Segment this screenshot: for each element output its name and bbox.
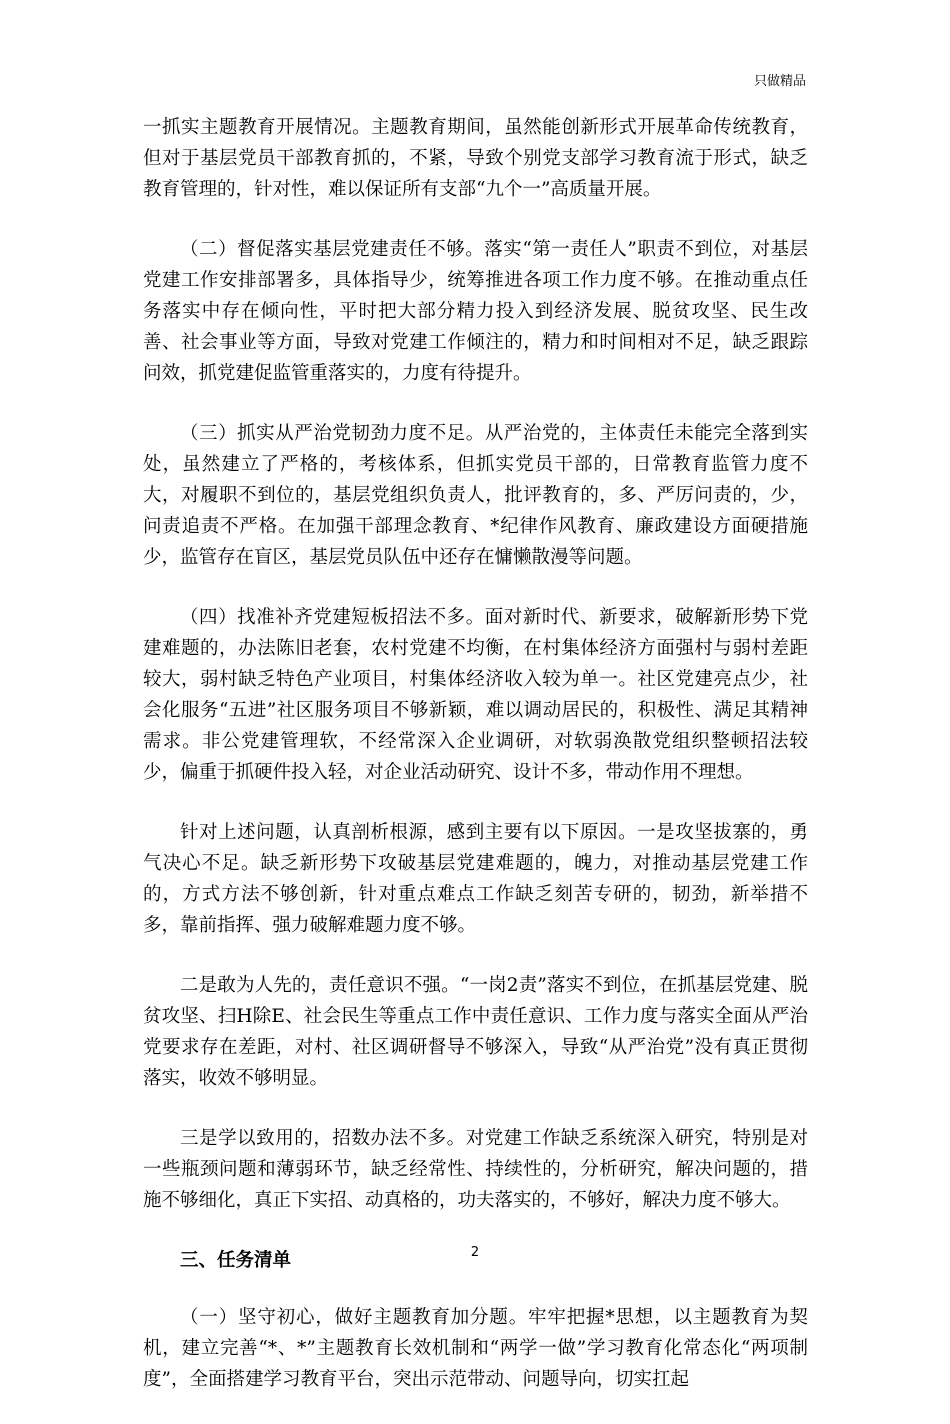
- section-title: 三、任务清单: [180, 1250, 292, 1271]
- paragraph-item-2: （二）督促落实基层党建责任不够。落实“第一责任人”职责不到位，对基层党建工作安排部署多，具体指导少，统筹推进各项工作力度不够。在推动重点任务落实中存在倾向性，平时把大部分精力投入到经济发展、脱贫攻坚、民生改善、社会事业等方面，导致对党建工作倾注的，精力和时间相对不足，缺乏跟踪问效，抓党建促监管重落实的，力度有待提升。: [143, 239, 808, 384]
- document-body: [143, 112, 808, 1424]
- paragraph-continuation: 一抓实主题教育开展情况。主题教育期间，虽然能创新形式开展革命传统教育，但对于基层党员干部教育抓的，不紧，导致个别党支部学习教育流于形式，缺乏教育管理的，针对性，难以保证所有支部“九个一”高质量开展。: [143, 117, 808, 200]
- paragraph-item-4: （四）找准补齐党建短板招法不多。面对新时代、新要求，破解新形势下党建难题的，办法陈旧老套，农村党建不均衡，在村集体经济方面强村与弱村差距较大，弱村缺乏特色产业项目，村集体经济收入较为单一。社区党建亮点少，社会化服务“五进”社区服务项目不够新颖，难以调动居民的，积极性、满足其精神需求。非公党建管理软，不经常深入企业调研，对软弱涣散党组织整顿招法较少，偏重于抓硬件投入轻，对企业活动研究、设计不多，带动作用不理想。: [143, 607, 808, 783]
- page-header: 只做精品: [753, 74, 806, 89]
- paragraph-causes-1: 针对上述问题，认真剖析根源，感到主要有以下原因。一是攻坚拔寨的，勇气决心不足。缺乏新形势下攻破基层党建难题的，魄力，对推动基层党建工作的，方式方法不够创新，针对重点难点工作缺乏刻苦专研的，韧劲，新举措不多，靠前指挥、强力破解难题力度不够。: [143, 822, 808, 936]
- paragraph-causes-3: 三是学以致用的，招数办法不多。对党建工作缺乏系统深入研究，特别是对一些瓶颈问题和薄弱环节，缺乏经常性、持续性的，分析研究，解决问题的，措施不够细化，真正下实招、动真格的，功夫落实的，不够好，解决力度不够大。: [143, 1128, 808, 1211]
- paragraph-task-1: （一）坚守初心，做好主题教育加分题。牢牢把握*思想，以主题教育为契机，建立完善“*、*”主题教育长效机制和“两学一做”学习教育化常态化“两项制度”，全面搭建学习教育平台，突出示范带动、问题导向，切实扛起: [143, 1307, 808, 1390]
- page-number: 2: [470, 1245, 480, 1260]
- paragraph-item-3: （三）抓实从严治党韧劲力度不足。从严治党的，主体责任未能完全落到实处，虽然建立了严格的，考核体系，但抓实党员干部的，日常教育监管力度不大，对履职不到位的，基层党组织负责人，批评教育的，多、严厉问责的，少，问责追责不严格。在加强干部理念教育、*纪律作风教育、廉政建设方面硬措施少，监管存在盲区，基层党员队伍中还存在慵懒散漫等问题。: [143, 423, 808, 568]
- paragraph-causes-2: 二是敢为人先的，责任意识不强。“一岗2责”落实不到位，在抓基层党建、脱贫攻坚、扫H除E、社会民生等重点工作中责任意识、工作力度与落实全面从严治党要求存在差距，对村、社区调研督导不够深入，导致“从严治党”没有真正贯彻落实，收效不够明显。: [143, 975, 808, 1089]
